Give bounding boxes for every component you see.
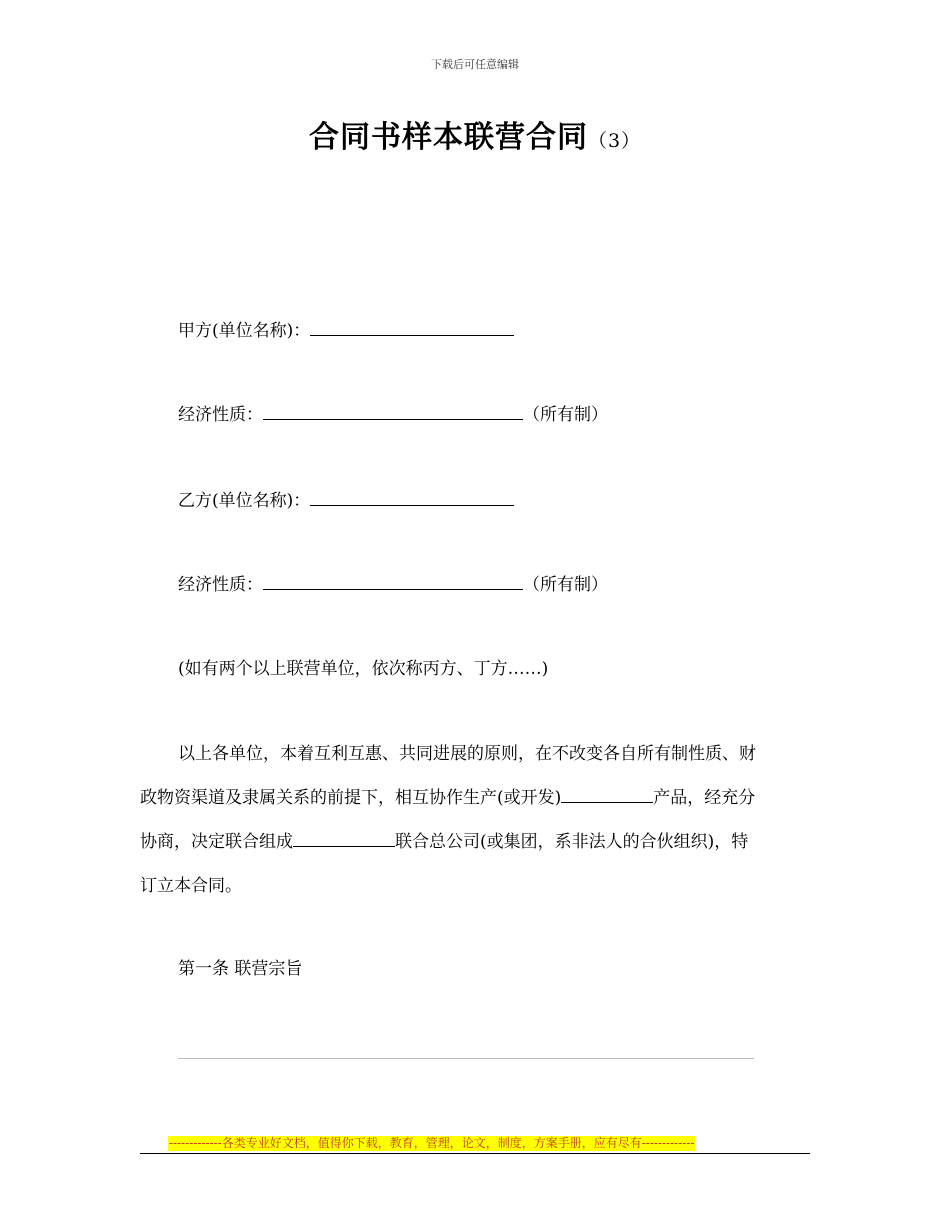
party-a-label: 甲方(单位名称)： bbox=[178, 321, 311, 341]
preamble-line-3-text-b: 联合总公司(或集团，系非法人的合伙组织)，特 bbox=[395, 832, 749, 852]
title-suffix: （3） bbox=[587, 130, 642, 152]
additional-parties-note: (如有两个以上联营单位，依次称丙方、丁方……) bbox=[178, 659, 549, 679]
party-a-nature-label: 经济性质： bbox=[178, 405, 263, 425]
section-separator bbox=[178, 1058, 754, 1059]
party-a-name-blank bbox=[310, 318, 514, 336]
page-header-note: 下载后可任意编辑 bbox=[431, 58, 519, 71]
preamble-line-1: 以上各单位，本着互利互惠、共同进展的原则，在不改变各自所有制性质、财 bbox=[178, 744, 756, 764]
preamble-line-2-text-a: 政物资渠道及隶属关系的前提下，相互协作生产(或开发) bbox=[140, 788, 562, 808]
party-b-line bbox=[178, 488, 514, 513]
party-b-label: 乙方(单位名称)： bbox=[178, 491, 311, 511]
company-name-blank bbox=[293, 829, 395, 847]
party-a-nature-line bbox=[178, 402, 608, 427]
party-b-nature-suffix: （所有制） bbox=[523, 575, 608, 595]
party-b-name-blank bbox=[310, 488, 514, 506]
preamble-line-4: 订立本合同。 bbox=[140, 876, 242, 896]
party-a-nature-blank bbox=[263, 402, 523, 420]
footer-rule bbox=[140, 1153, 810, 1154]
preamble-line-2 bbox=[140, 776, 820, 820]
party-b-nature-label: 经济性质： bbox=[178, 575, 263, 595]
preamble-paragraph bbox=[140, 732, 820, 908]
footer-banner: -------------各类专业好文档，值得你下载，教育，管理，论文，制度，方案手册，应有尽有------------- bbox=[169, 1136, 695, 1150]
document-title bbox=[0, 112, 950, 156]
preamble-line-3 bbox=[140, 820, 820, 864]
party-a-line bbox=[178, 318, 514, 343]
preamble-line-2-text-b: 产品，经充分 bbox=[653, 788, 756, 808]
article-1-heading: 第一条 联营宗旨 bbox=[178, 959, 303, 979]
title-main: 合同书样本联营合同 bbox=[308, 120, 588, 155]
preamble-line-3-text-a: 协商，决定联合组成 bbox=[140, 832, 293, 852]
party-b-nature-line bbox=[178, 572, 608, 597]
party-b-nature-blank bbox=[263, 572, 523, 590]
party-a-nature-suffix: （所有制） bbox=[523, 405, 608, 425]
product-blank bbox=[561, 785, 653, 803]
